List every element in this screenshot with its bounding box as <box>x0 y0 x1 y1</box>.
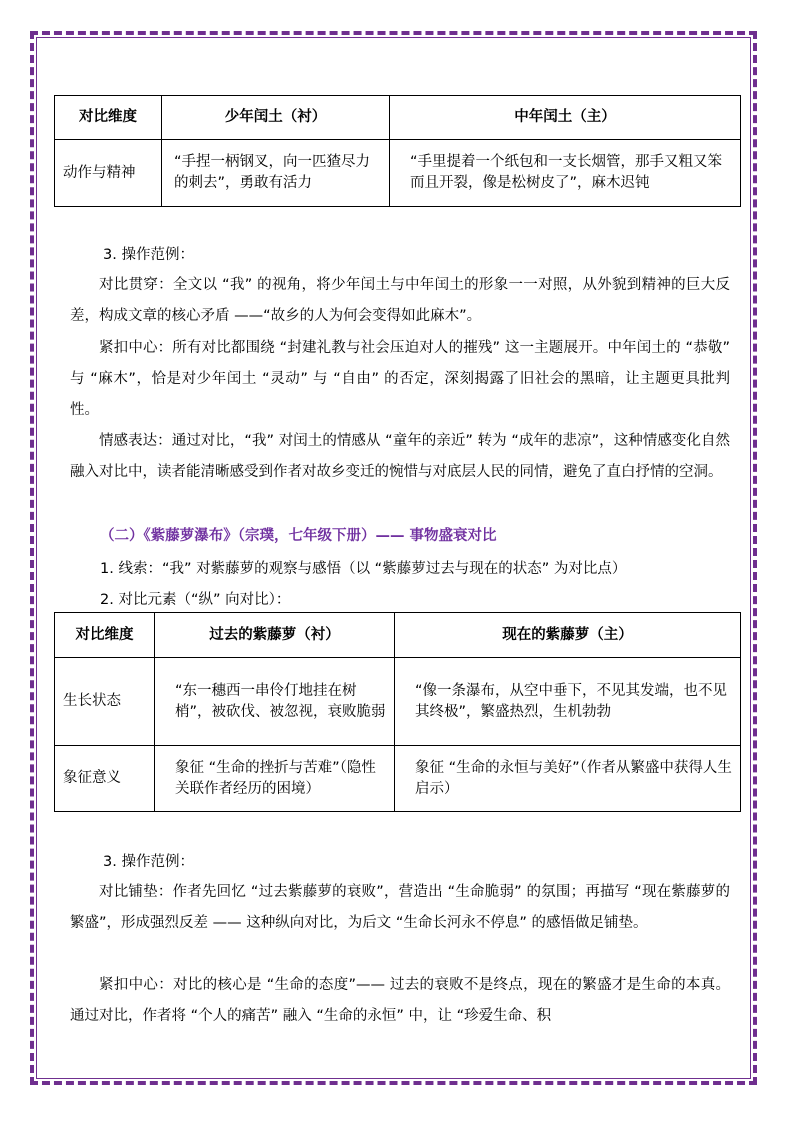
table-row <box>55 746 741 812</box>
table-cell: “东一穗西一串伶仃地挂在树梢”，被砍伐、被忽视，衰败脆弱 <box>155 658 395 746</box>
paragraph: 对比贯穿：全文以 “我” 的视角，将少年闰土与中年闰土的形象一一对照，从外貌到精神的巨大反差，构成文章的核心矛盾 ——“故乡的人为何会变得如此麻木”。 <box>70 277 730 324</box>
paragraph: 对比铺垫：作者先回忆 “过去紫藤萝的衰败”，营造出 “生命脆弱” 的氛围；再描写 “现在紫藤萝的繁盛”，形成强烈反差 —— 这种纵向对比，为后文 “生命长河永不停息” 的感悟做足铺垫。 <box>70 884 730 931</box>
table-cell: 动作与精神 <box>55 140 162 207</box>
clue-line: 1. 线索：“我” 对紫藤萝的观察与感悟（以 “紫藤萝过去与现在的状态” 为对比点） <box>100 561 627 577</box>
table-header: 过去的紫藤萝（衬） <box>155 613 395 658</box>
section-heading: 3. 操作范例： <box>103 247 194 263</box>
subsection-title: （二）《紫藤萝瀑布》（宗璞，七年级下册）—— 事物盛衰对比 <box>100 528 497 544</box>
table-header-row <box>55 96 741 140</box>
table-header: 现在的紫藤萝（主） <box>395 613 741 658</box>
section-heading: 3. 操作范例： <box>103 854 194 870</box>
table-cell: 象征 “生命的挫折与苦难”（隐性关联作者经历的困境） <box>155 746 395 812</box>
table-header-row <box>55 613 741 658</box>
paragraph: 紧扣中心：所有对比都围绕 “封建礼教与社会压迫对人的摧残” 这一主题展开。中年闰土的 “恭敬” 与 “麻木”，恰是对少年闰土 “灵动” 与 “自由” 的否定，深刻揭露了旧社会的黑暗，让主题更具批判性。 <box>70 340 730 418</box>
table-header: 对比维度 <box>55 96 162 140</box>
elements-line: 2. 对比元素（“纵” 向对比）： <box>100 592 291 608</box>
table-header: 少年闰土（衬） <box>162 96 390 140</box>
paragraph: 情感表达：通过对比，“我” 对闰土的情感从 “童年的亲近” 转为 “成年的悲凉”，这种情感变化自然融入对比中，读者能清晰感受到作者对故乡变迁的惋惜与对底层人民的同情，避免了直白抒情的空洞。 <box>70 433 730 480</box>
table-cell: “像一条瀑布，从空中垂下，不见其发端，也不见其终极”，繁盛热烈，生机勃勃 <box>395 658 741 746</box>
table-row <box>55 658 741 746</box>
table-cell: 象征意义 <box>55 746 155 812</box>
comparison-table-wisteria <box>54 612 741 812</box>
table-cell: “手捏一柄钢叉，向一匹猹尽力的刺去”，勇敢有活力 <box>162 140 390 207</box>
table-header: 中年闰土（主） <box>390 96 741 140</box>
table-cell: “手里提着一个纸包和一支长烟管，那手又粗又笨而且开裂，像是松树皮了”，麻木迟钝 <box>390 140 741 207</box>
table-header: 对比维度 <box>55 613 155 658</box>
table-row <box>55 140 741 207</box>
table-cell: 生长状态 <box>55 658 155 746</box>
paragraph: 紧扣中心：对比的核心是 “生命的态度”—— 过去的衰败不是终点，现在的繁盛才是生命的本真。通过对比，作者将 “个人的痛苦” 融入 “生命的永恒” 中，让 “珍爱生命、积 <box>70 977 730 1024</box>
table-cell: 象征 “生命的永恒与美好”（作者从繁盛中获得人生启示） <box>395 746 741 812</box>
comparison-table-runtu <box>54 95 741 207</box>
